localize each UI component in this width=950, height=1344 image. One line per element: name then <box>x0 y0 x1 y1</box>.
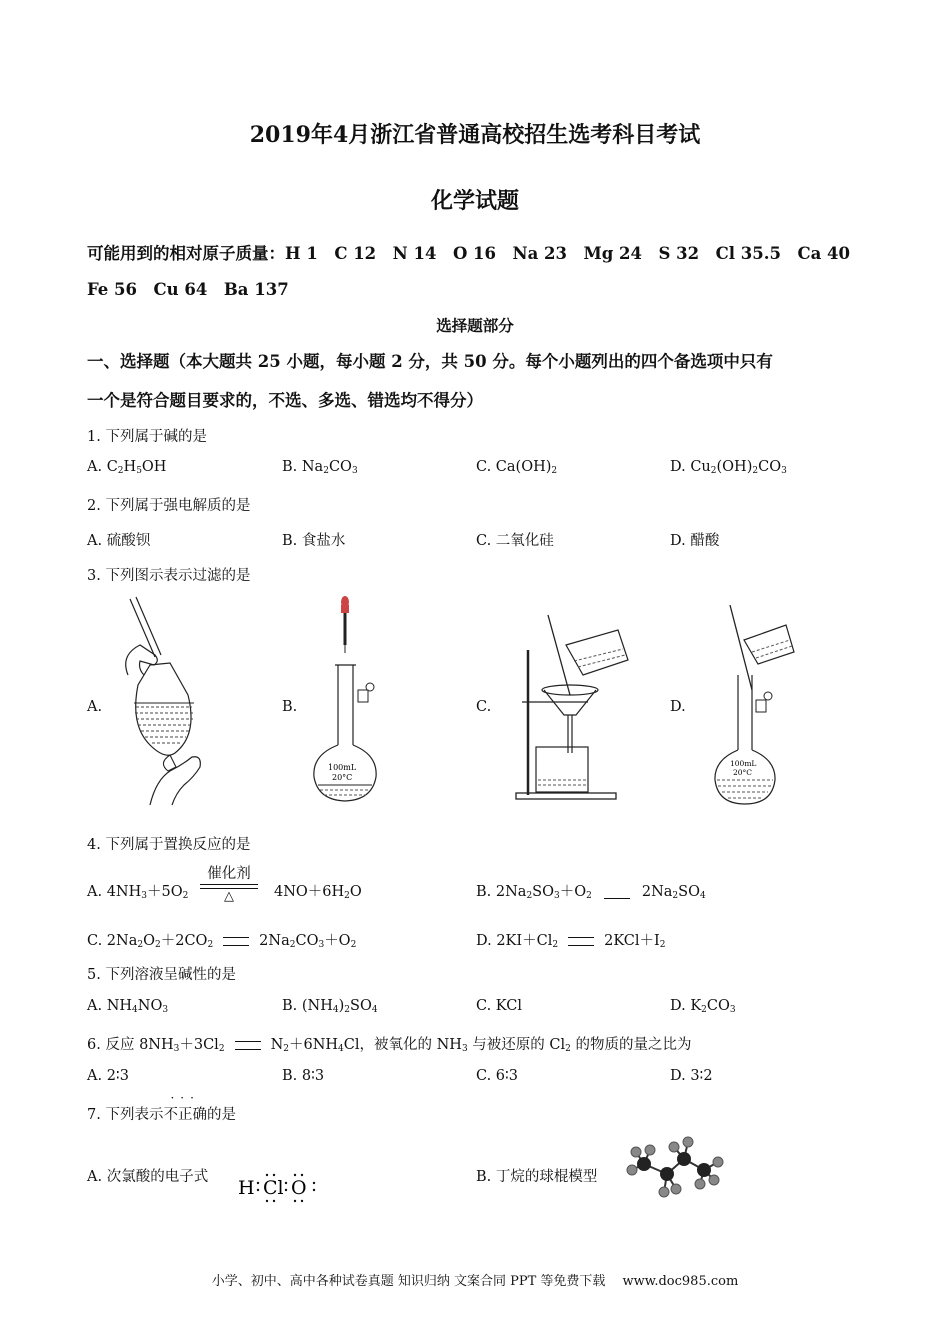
q1-stem: 1. 下列属于碱的是 <box>87 429 207 445</box>
page-footer: 小学、初中、高中各种试卷真题 知识归纳 文案合同 PPT 等免费下载 www.doc985.com <box>211 1274 739 1289</box>
q4-option-d: D. $2KI+Cl_2$ $2KCl+I_2$ <box>476 933 666 950</box>
atomic-masses-line1: 可能用到的相对原子质量：H 1 C 12 N 14 O 16 Na 23 Mg 24 S 32 Cl 35.5 Ca 40 <box>87 244 850 263</box>
q4-option-b: B. $2Na_2SO_3+O_2$ $2Na_2SO_4$ <box>476 884 706 901</box>
exam-title: 2019年4月浙江省普通高校招生选考科目考试 <box>249 122 701 148</box>
q6-option-a: A. 2∶3 <box>87 1068 129 1084</box>
filtration-figure <box>508 605 638 805</box>
q1-option-c: C. $Ca(OH)_2$ <box>476 459 558 476</box>
separatory-funnel-figure <box>110 595 210 810</box>
q1-option-d: D. $Cu_2(OH)_2CO_3$ <box>670 459 787 476</box>
q6-option-d: D. 3∶2 <box>670 1068 713 1084</box>
section-instructions-2: 一个是符合题目要求的，不选、多选、错选均不得分） <box>87 391 483 410</box>
q4-stem: 4. 下列属于置换反应的是 <box>87 837 251 853</box>
q2-option-b: B. 食盐水 <box>282 533 346 549</box>
svg-text:100mL: 100mL <box>730 759 757 768</box>
q6-option-b: B. 8∶3 <box>282 1068 325 1084</box>
svg-text:H: H <box>238 1177 255 1199</box>
hclo-electron-formula <box>236 1168 326 1208</box>
q7-option-b: B. 丁烷的球棍模型 <box>476 1169 598 1185</box>
q3-option-a: A. <box>87 699 103 715</box>
atomic-masses-line2: Fe 56 Cu 64 Ba 137 <box>87 280 289 299</box>
q2-stem: 2. 下列属于强电解质的是 <box>87 498 251 514</box>
q1-option-a: A. $C_2H_5OH$ <box>87 459 167 476</box>
section-title: 选择题部分 <box>436 316 514 335</box>
q7-option-a: A. 次氯酸的电子式 <box>87 1169 209 1185</box>
q6-option-c: C. 6∶3 <box>476 1068 519 1084</box>
subject-title: 化学试题 <box>430 188 519 214</box>
q5-option-d: D. $K_2CO_3$ <box>670 998 736 1015</box>
catalyst-condition: 催化剂 △ <box>200 862 258 905</box>
q1-option-b: B. $Na_2CO_3$ <box>282 459 358 476</box>
transfer-figure <box>700 600 810 810</box>
q2-option-d: D. 醋酸 <box>670 533 720 549</box>
emphasis-text: 不正确 ··· <box>163 1091 207 1123</box>
q4-option-c: C. $2Na_2O_2+2CO_2$ $2Na_2CO_3+O_2$ <box>87 933 357 950</box>
q3-stem: 3. 下列图示表示过滤的是 <box>87 568 251 584</box>
svg-text:20°C: 20°C <box>733 768 753 777</box>
section-instructions-1: 一、选择题（本大题共 25 小题，每小题 2 分，共 50 分。每个小题列出的四个备选项中只有 <box>87 352 773 371</box>
q3-option-d: D. <box>670 699 686 715</box>
q2-option-a: A. 硫酸钡 <box>87 533 151 549</box>
q4-option-a-products: $4NO+6H_2O$ <box>274 884 362 901</box>
q5-option-b: B. $(NH_4)_2SO_4$ <box>282 998 378 1015</box>
volumetric-flask-figure <box>300 595 390 810</box>
q5-option-c: C. KCl <box>476 998 522 1014</box>
q3-option-c: C. <box>476 699 492 715</box>
svg-text:Cl: Cl <box>263 1177 284 1199</box>
q2-option-c: C. 二氧化硅 <box>476 533 554 549</box>
svg-text:20°C: 20°C <box>332 773 353 782</box>
svg-text:O: O <box>291 1177 307 1199</box>
q6-stem: 6. 反应 $8NH_3+3Cl_2$ $N_2+6NH_4Cl$，被氧化的 $NH_3$ 与被还原的 $Cl_2$ 的物质的量之比为 <box>87 1037 692 1054</box>
butane-ball-stick-model <box>622 1132 732 1206</box>
q5-stem: 5. 下列溶液呈碱性的是 <box>87 967 236 983</box>
q5-option-a: A. $NH_4NO_3$ <box>87 998 169 1015</box>
svg-text:100mL: 100mL <box>328 763 357 772</box>
q3-option-b: B. <box>282 699 298 715</box>
q7-stem: 7. 下列表示不正确 ··· 的是 <box>87 1091 236 1123</box>
q4-option-a: A. $4NH_3+5O_2$ <box>87 884 189 901</box>
